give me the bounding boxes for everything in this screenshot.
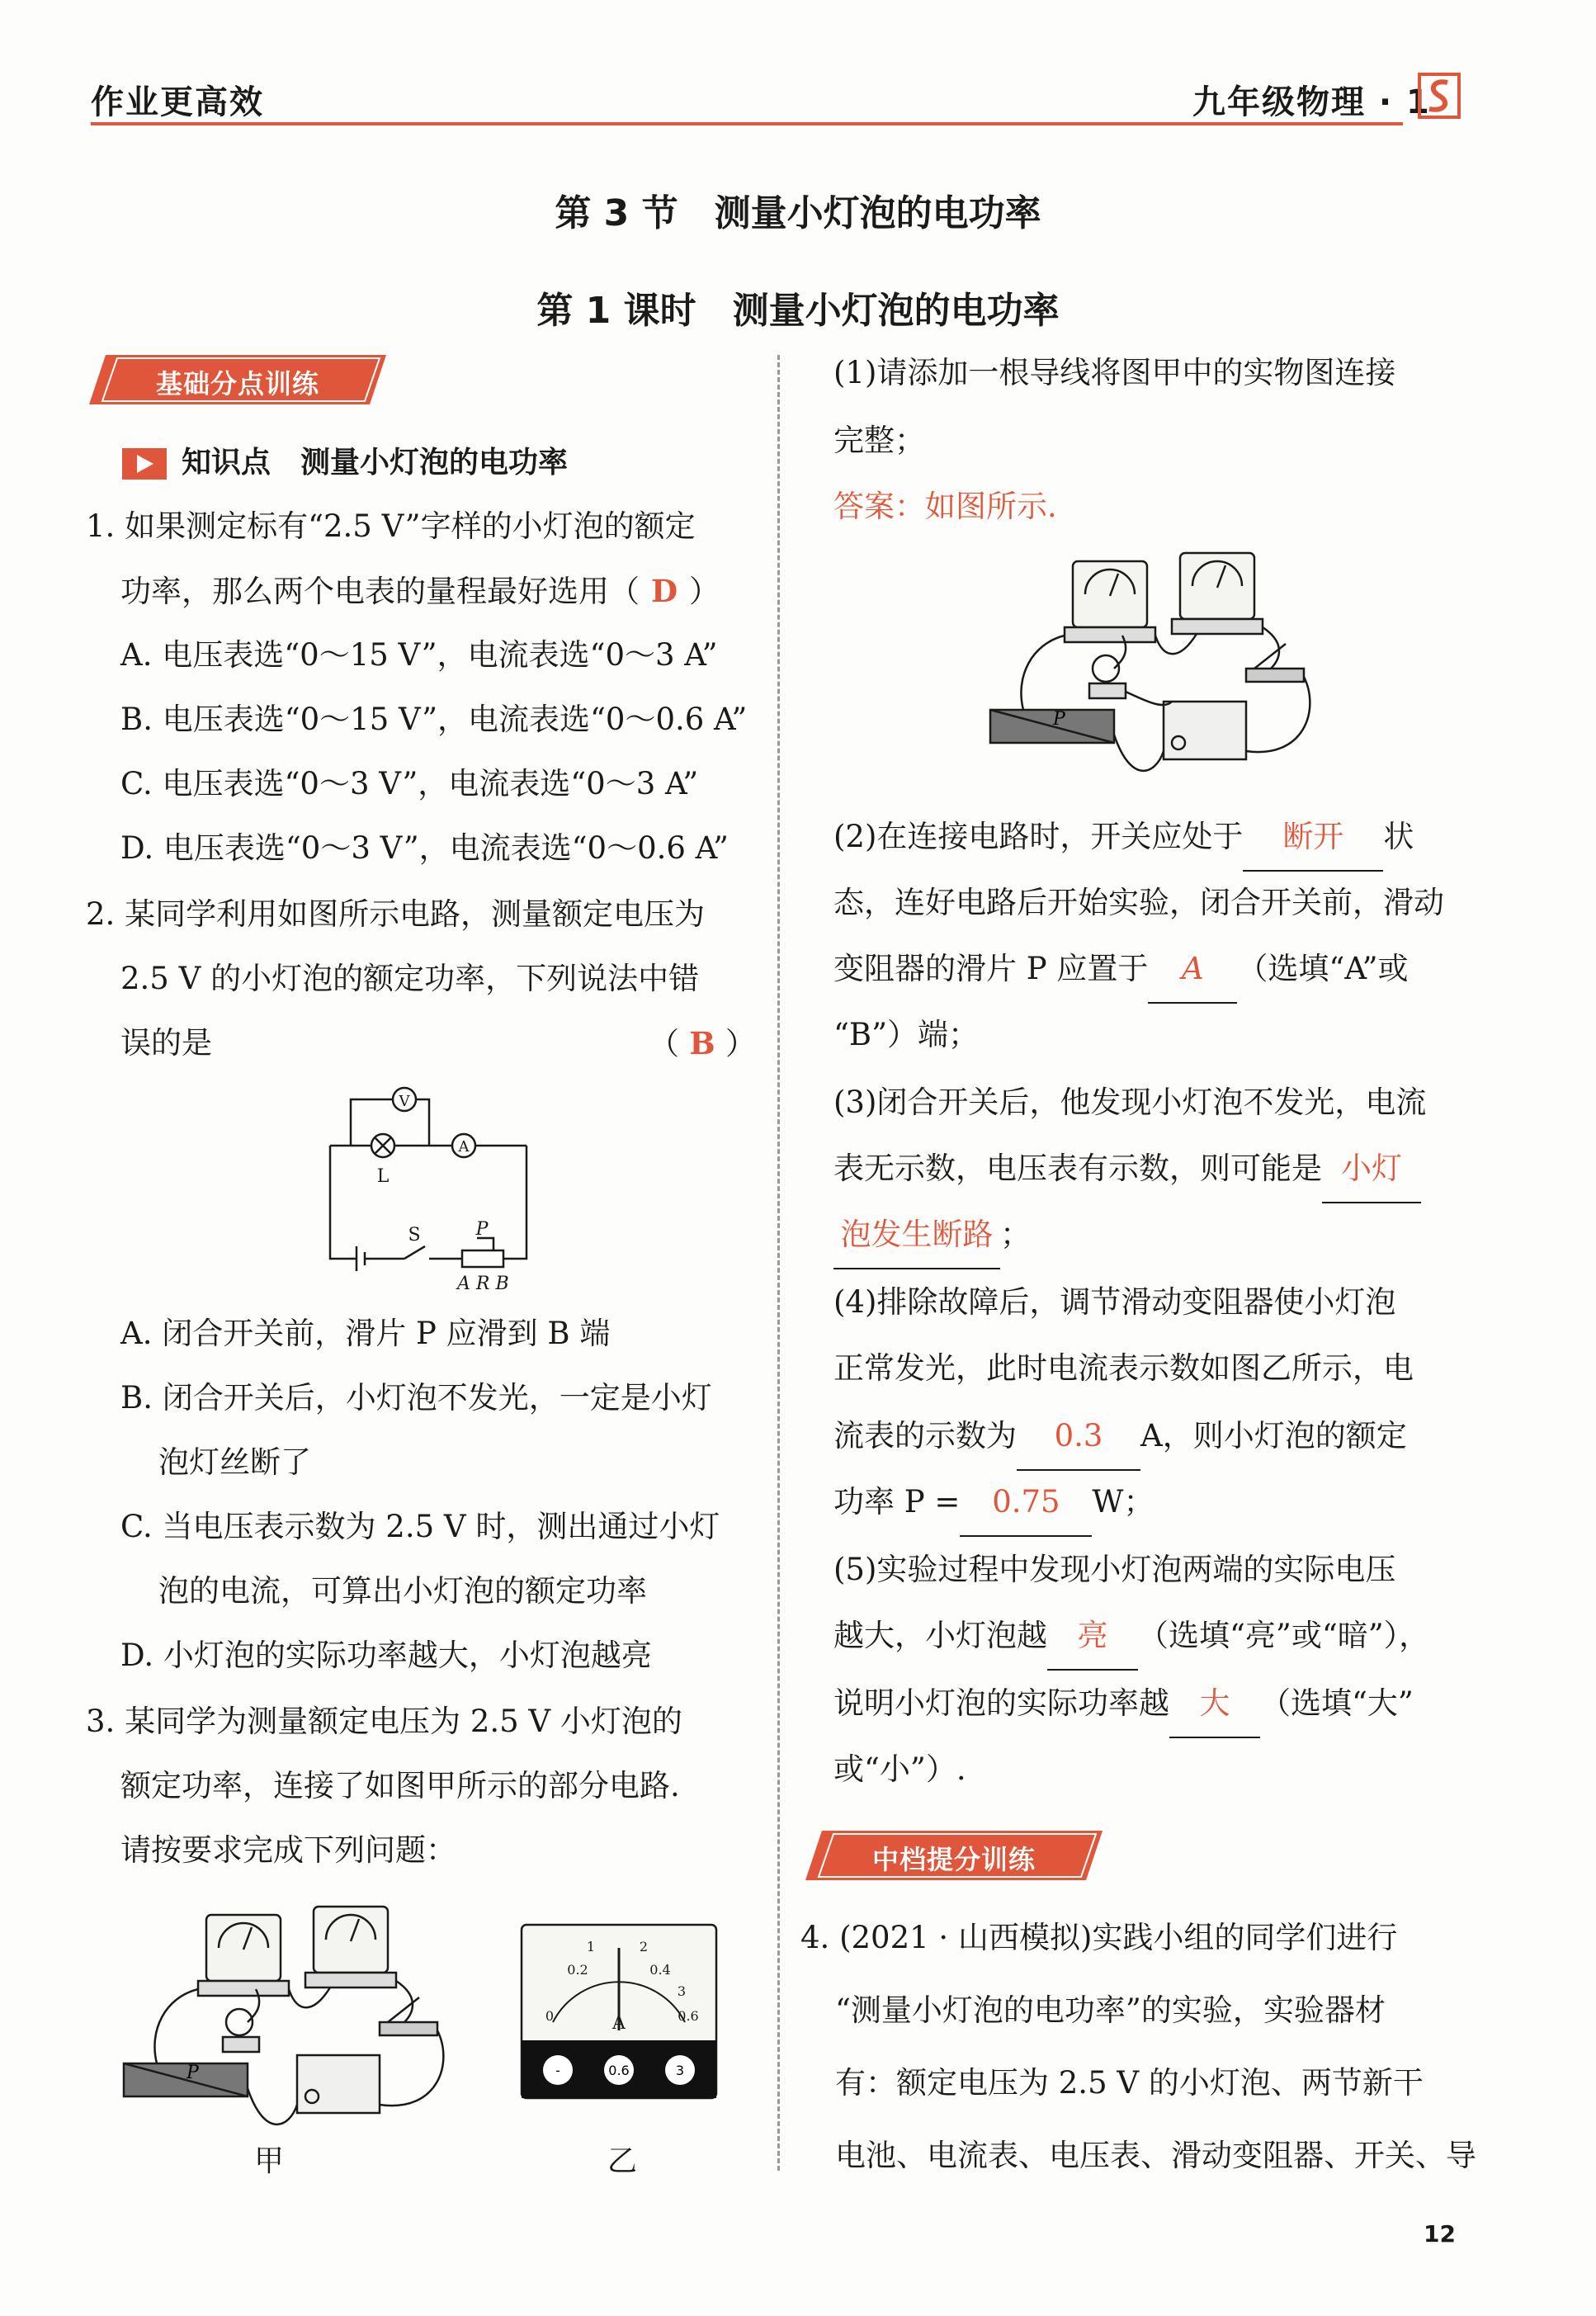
ammeter-terminal-mid: 0.6 bbox=[608, 2063, 630, 2078]
p2-line3: 变阻器的滑片 P 应置于 A （选填“A”或 bbox=[833, 936, 1409, 1004]
mid-training-banner bbox=[805, 1831, 1103, 1880]
p5-line4: 或“小”）. bbox=[833, 1751, 966, 1787]
q1-answer: D bbox=[650, 573, 678, 609]
q1-line1: 1. 如果测定标有“2.5 V”字样的小灯泡的额定 bbox=[86, 508, 696, 544]
ammeter-terminal-pos: 3 bbox=[675, 2063, 685, 2078]
q3-line1: 3. 某同学为测量额定电压为 2.5 V 小灯泡的 bbox=[86, 1704, 682, 1739]
q2-line2: 2.5 V 的小灯泡的额定功率，下列说法中错 bbox=[120, 961, 700, 996]
p1-answer: 答案：如图所示. bbox=[833, 489, 1057, 524]
p5-line3: 说明小灯泡的实际功率越 大 （选填“大” bbox=[833, 1671, 1414, 1738]
q2-option-b-cont: 泡灯丝断了 bbox=[158, 1444, 311, 1480]
p2-blank-1: 断开 bbox=[1243, 804, 1383, 872]
q1-option-a: A. 电压表选“0～15 V”，电流表选“0～3 A” bbox=[120, 637, 718, 673]
p3-blank-1: 小灯 bbox=[1322, 1136, 1421, 1203]
q2-option-a: A. 闭合开关前，滑片 P 应滑到 B 端 bbox=[120, 1316, 611, 1351]
q2-option-b: B. 闭合开关后，小灯泡不发光，一定是小灯 bbox=[120, 1380, 712, 1416]
publisher-logo-icon bbox=[1418, 73, 1461, 119]
ammeter-tick-2: 2 bbox=[639, 1939, 649, 1954]
column-divider bbox=[777, 355, 780, 2171]
p3-line2: 表无示数，电压表有示数，则可能是 小灯 bbox=[833, 1136, 1421, 1203]
p1-line2: 完整； bbox=[833, 423, 925, 458]
lesson-title: 第 1 课时 测量小灯泡的电功率 bbox=[536, 290, 1060, 332]
ammeter-tick-0: 0 bbox=[545, 2008, 555, 2024]
circuit-label-arb: A R B bbox=[457, 1274, 509, 1294]
fig-yi-caption: 乙 bbox=[607, 2144, 638, 2178]
figure-yi-ammeter bbox=[520, 1923, 718, 2113]
fig-jia-caption: 甲 bbox=[254, 2144, 285, 2178]
section-title: 第 3 节 测量小灯泡的电功率 bbox=[555, 192, 1041, 234]
p1-line1: (1)请添加一根导线将图甲中的实物图连接 bbox=[833, 355, 1396, 390]
knowledge-point bbox=[122, 439, 568, 481]
p2-line2: 态，连好电路后开始实验，闭合开关前，滑动 bbox=[833, 885, 1444, 920]
play-icon bbox=[122, 448, 167, 480]
q1-option-c: C. 电压表选“0～3 V”，电流表选“0～3 A” bbox=[120, 766, 699, 801]
ammeter-tick-3: 3 bbox=[677, 1983, 687, 1999]
p3-line3: 泡发生断路 ； bbox=[833, 1202, 1031, 1269]
ammeter-tick-0-4: 0.4 bbox=[649, 1962, 671, 1978]
circuit-label-l: L bbox=[376, 1166, 390, 1187]
q1-option-d: D. 电压表选“0～3 V”，电流表选“0～0.6 A” bbox=[120, 830, 729, 866]
q3-line2: 额定功率，连接了如图甲所示的部分电路. bbox=[120, 1768, 680, 1803]
header-rule bbox=[91, 122, 1403, 125]
q3-line3: 请按要求完成下列问题： bbox=[120, 1832, 456, 1868]
q4-line3: 有：额定电压为 2.5 V 的小灯泡、两节新干 bbox=[835, 2065, 1424, 2101]
header-right: 九年级物理 · 1 bbox=[1192, 83, 1431, 121]
q2-answer: B bbox=[689, 1025, 715, 1061]
fig-jia-label-p: P bbox=[187, 2063, 199, 2083]
p4-line1: (4)排除故障后，调节滑动变阻器使小灯泡 bbox=[833, 1284, 1396, 1320]
ammeter-terminal-neg: - bbox=[555, 2063, 560, 2078]
p5-blank-1: 亮 bbox=[1047, 1603, 1138, 1671]
page-number: 12 bbox=[1424, 2220, 1456, 2247]
circuit-label-v: V bbox=[399, 1093, 410, 1110]
answer-fig-label-p: P bbox=[1053, 709, 1065, 730]
p3-blank-2: 泡发生断路 bbox=[833, 1202, 1000, 1269]
p5-line1: (5)实验过程中发现小灯泡两端的实际电压 bbox=[833, 1552, 1396, 1587]
p4-line2: 正常发光，此时电流表示数如图乙所示，电 bbox=[833, 1350, 1414, 1386]
q2-option-c: C. 当电压表示数为 2.5 V 时，测出通过小灯 bbox=[120, 1509, 720, 1544]
q1-option-b: B. 电压表选“0～15 V”，电流表选“0～0.6 A” bbox=[120, 702, 748, 737]
p2-blank-2: A bbox=[1148, 936, 1237, 1004]
p4-line3: 流表的示数为 0.3 A，则小灯泡的额定 bbox=[833, 1403, 1407, 1471]
p3-line1: (3)闭合开关后，他发现小灯泡不发光，电流 bbox=[833, 1085, 1427, 1120]
p5-blank-2: 大 bbox=[1169, 1671, 1260, 1738]
knowledge-point-label: 知识点 测量小灯泡的电功率 bbox=[182, 446, 569, 480]
ammeter-tick-0-2: 0.2 bbox=[567, 1962, 588, 1978]
mid-banner-label: 中档提分训练 bbox=[871, 1844, 1036, 1875]
ammeter-tick-0-6: 0.6 bbox=[678, 2008, 699, 2024]
p5-line2: 越大，小灯泡越 亮 （选填“亮”或“暗”）， bbox=[833, 1603, 1429, 1671]
figure-jia-apparatus bbox=[116, 1898, 446, 2146]
q2-option-d: D. 小灯泡的实际功率越大，小灯泡越亮 bbox=[120, 1638, 652, 1673]
q2-answer-bracket: （ B ） bbox=[649, 1010, 756, 1077]
answer-figure-apparatus bbox=[982, 545, 1312, 784]
basic-training-banner bbox=[89, 355, 386, 404]
p2-line4: “B”）端； bbox=[833, 1017, 980, 1052]
q4-line4: 电池、电流表、电压表、滑动变阻器、开关、导 bbox=[835, 2138, 1476, 2173]
circuit-label-s: S bbox=[408, 1225, 421, 1245]
q2-option-c-cont: 泡的电流，可算出小灯泡的额定功率 bbox=[158, 1573, 647, 1609]
basic-banner-label: 基础分点训练 bbox=[155, 368, 319, 399]
q2-line1: 2. 某同学利用如图所示电路，测量额定电压为 bbox=[86, 896, 706, 932]
header-left: 作业更高效 bbox=[91, 83, 264, 121]
p4-line4: 功率 P = 0.75 W； bbox=[833, 1469, 1154, 1537]
circuit-label-a: A bbox=[458, 1138, 470, 1156]
ammeter-unit: A bbox=[612, 2013, 626, 2034]
q2-line3: 误的是 bbox=[120, 1025, 212, 1061]
q1-line2: 功率，那么两个电表的量程最好选用（ D ） bbox=[120, 558, 720, 625]
q4-line2: “测量小灯泡的电功率”的实验，实验器材 bbox=[835, 1992, 1386, 2028]
circuit-label-p: P bbox=[475, 1219, 489, 1240]
ammeter-tick-1: 1 bbox=[586, 1939, 596, 1954]
q4-line1: 4. (2021 · 山西模拟)实践小组的同学们进行 bbox=[800, 1920, 1398, 1955]
p4-blank-2: 0.75 bbox=[960, 1469, 1092, 1537]
p2-line1: (2)在连接电路时，开关应处于 断开 状 bbox=[833, 804, 1414, 872]
p4-blank-1: 0.3 bbox=[1017, 1403, 1140, 1471]
circuit-diagram bbox=[314, 1081, 553, 1296]
